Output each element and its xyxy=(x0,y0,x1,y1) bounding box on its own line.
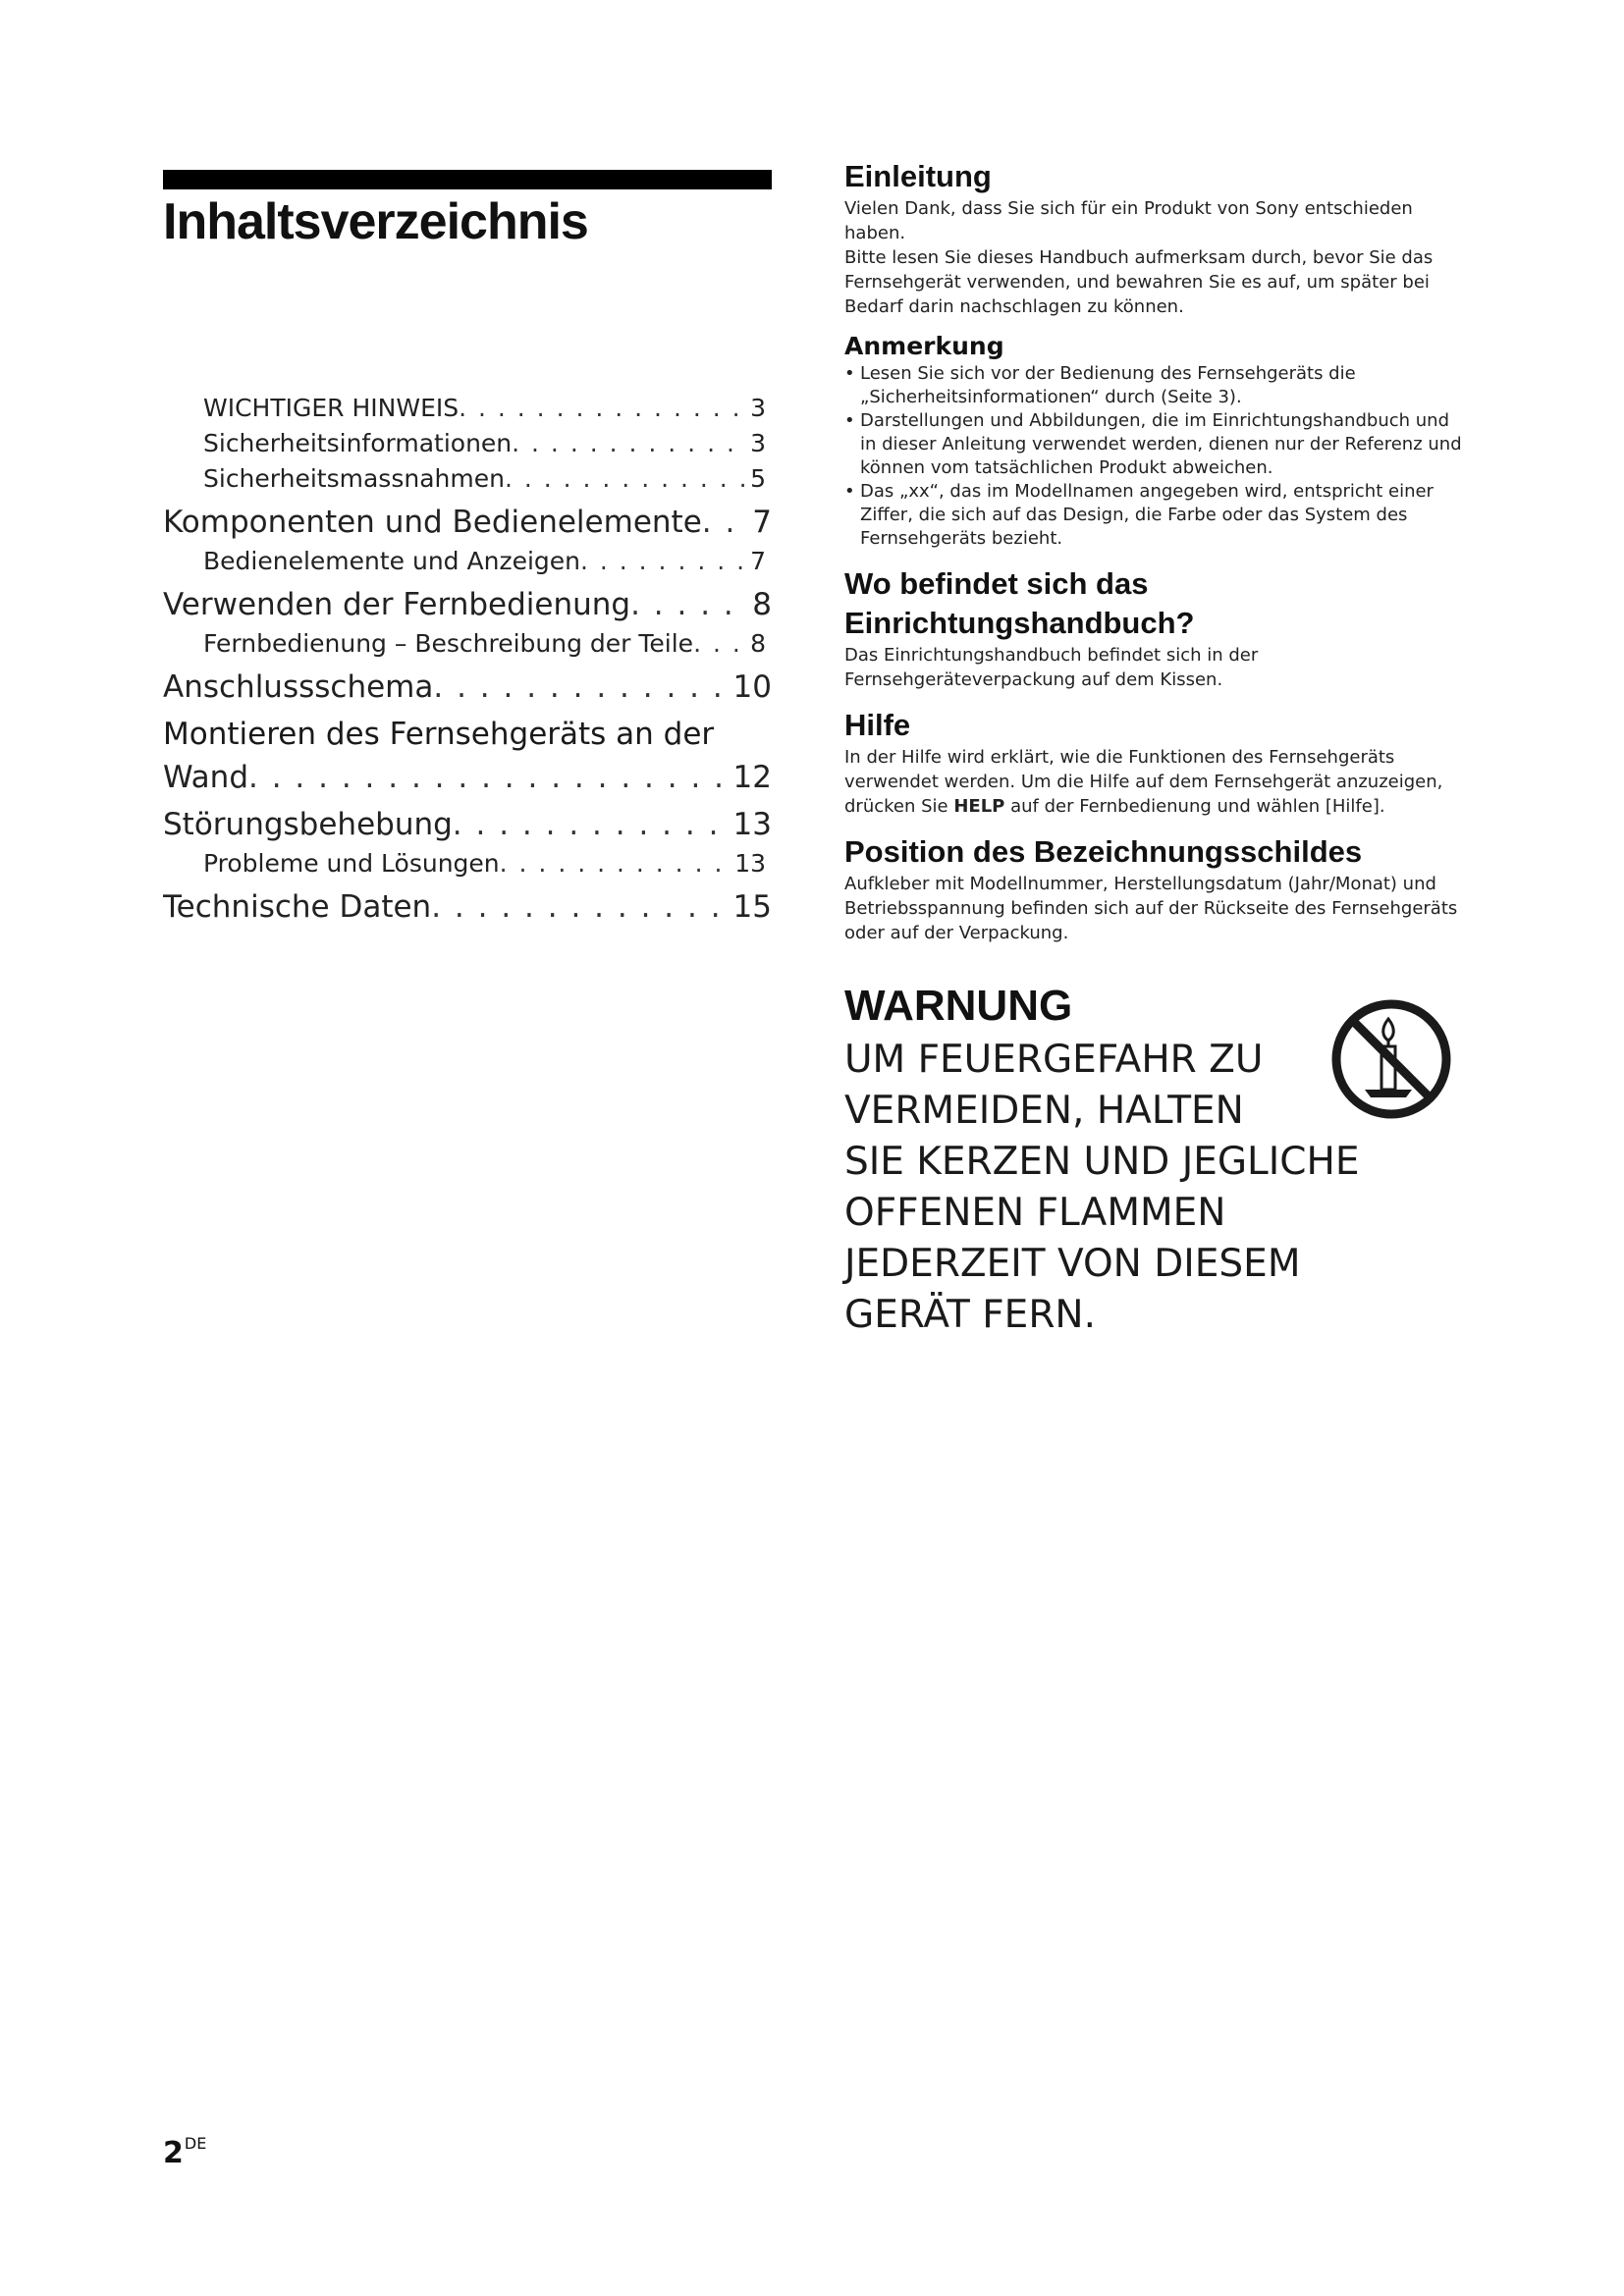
toc-entry-label: Anschlussschema xyxy=(163,669,434,705)
toc-entry-bedienelemente[interactable] xyxy=(163,544,772,579)
page-number xyxy=(163,2134,206,2170)
toc-entry-anschlussschema[interactable] xyxy=(163,666,772,709)
page-number-suffix: DE xyxy=(184,2134,207,2153)
toc-entry-page: 3 xyxy=(750,429,766,457)
toc-entry-wandmontage[interactable] xyxy=(163,713,772,799)
heading-setup-guide: Wo befindet sich das Einrichtungshandbuch? xyxy=(844,566,1195,640)
right-column xyxy=(844,157,1463,945)
toc-entry-wichtiger-hinweis[interactable] xyxy=(163,391,772,426)
toc-leader-dots xyxy=(693,626,746,662)
toc-entry-label: Sicherheitsmassnahmen xyxy=(203,464,505,493)
note-item: • Darstellungen und Abbildungen, die im Einrichtungshandbuch und in dieser Anleitung verwendet werden, dienen nur der Referenz und können vom tatsächlichen Produkt abweichen. xyxy=(844,409,1463,480)
toc-leader-dots xyxy=(702,501,748,544)
toc-leader-dots xyxy=(248,756,730,799)
warning-line: JEDERZEIT VON DIESEM xyxy=(844,1242,1301,1286)
toc-entry-stoerungsbehebung[interactable] xyxy=(163,803,772,846)
warning-line: GERÄT FERN. xyxy=(844,1293,1096,1337)
warning-line: UM FEUERGEFAHR ZU xyxy=(844,1038,1264,1082)
einleitung-text-2: Bitte lesen Sie dieses Handbuch aufmerksam durch, bevor Sie das Fernsehgerät verwenden, und bewahren Sie es auf, um später bei Bedarf darin nachschlagen zu können. xyxy=(844,247,1434,317)
warning-line: SIE KERZEN UND JEGLICHE xyxy=(844,1140,1360,1184)
toc-leader-dots xyxy=(512,426,746,461)
toc-title: Inhaltsverzeichnis xyxy=(163,193,588,250)
toc-entry-label: Probleme und Lösungen xyxy=(203,849,500,878)
toc-entry-fernbedienung[interactable] xyxy=(163,583,772,626)
section-setup-guide xyxy=(844,564,1463,692)
warning-line: VERMEIDEN, HALTEN xyxy=(844,1089,1244,1133)
note-item: • Lesen Sie sich vor der Bedienung des Fernsehgeräts die „Sicherheitsinformationen“ durch (Seite 3). xyxy=(844,362,1463,409)
toc-entry-page: 5 xyxy=(750,464,766,493)
table-of-contents xyxy=(163,391,772,929)
hilfe-text-start: In der Hilfe wird erklärt, wie die Funktionen des Fernsehgeräts verwendet werden. Um die Hilfe auf dem Fernsehgerät anzuzeigen, drücken Sie xyxy=(844,747,1443,817)
toc-entry-page: 12 xyxy=(732,760,772,795)
help-key-label: HELP xyxy=(953,796,1005,817)
toc-entry-label: Verwenden der Fernbedienung xyxy=(163,587,631,622)
toc-leader-dots xyxy=(453,803,730,846)
toc-entry-page: 7 xyxy=(750,547,766,575)
toc-entry-sicherheitsmassnahmen[interactable] xyxy=(163,461,772,497)
toc-entry-label: Bedienelemente und Anzeigen xyxy=(203,547,580,575)
toc-entry-label: Technische Daten xyxy=(163,889,432,925)
einleitung-text-1: Vielen Dank, dass Sie sich für ein Produkt von Sony entschieden haben. xyxy=(844,198,1413,243)
section-hilfe xyxy=(844,706,1463,819)
toc-entry-technische-daten[interactable] xyxy=(163,885,772,929)
setup-guide-text: Das Einrichtungshandbuch befindet sich in der Fernsehgeräteverpackung auf dem Kissen. xyxy=(844,645,1259,690)
hilfe-text xyxy=(844,745,1463,819)
heading-hilfe: Hilfe xyxy=(844,708,911,742)
heading-label-position: Position des Bezeichnungsschildes xyxy=(844,834,1363,869)
toc-entry-page: 10 xyxy=(732,669,772,705)
note-item: • Das „xx“, das im Modellnamen angegeben wird, entspricht einer Ziffer, die sich auf das Design, die Farbe oder das System des Fernsehgeräts bezieht. xyxy=(844,480,1463,551)
toc-entry-label: Fernbedienung – Beschreibung der Teile xyxy=(203,629,694,658)
toc-entry-sicherheitsinformationen[interactable] xyxy=(163,426,772,461)
toc-entry-label: Störungsbehebung xyxy=(163,807,453,842)
toc-entry-page: 13 xyxy=(734,849,766,878)
toc-entry-page: 8 xyxy=(750,629,766,658)
toc-leader-dots xyxy=(431,885,729,929)
toc-entry-probleme[interactable] xyxy=(163,846,772,881)
toc-entry-fernbedienung-teile[interactable] xyxy=(163,626,772,662)
toc-entry-label: Sicherheitsinformationen xyxy=(203,429,513,457)
heading-einleitung: Einleitung xyxy=(844,159,992,193)
section-einleitung xyxy=(844,157,1463,551)
heading-anmerkung: Anmerkung xyxy=(844,332,1004,360)
page-number-value: 2 xyxy=(163,2136,184,2170)
no-candle-icon xyxy=(1329,997,1453,1121)
warning-title: WARNUNG xyxy=(844,982,1073,1030)
toc-entry-komponenten[interactable] xyxy=(163,501,772,544)
toc-entry-page: 8 xyxy=(752,587,772,622)
toc-leader-dots xyxy=(580,544,746,579)
hilfe-text-end: auf der Fernbedienung und wählen [Hilfe]. xyxy=(1004,796,1385,817)
title-bar xyxy=(163,170,772,189)
toc-entry-page: 13 xyxy=(732,807,772,842)
toc-leader-dots xyxy=(459,391,746,426)
toc-leader-dots xyxy=(500,846,731,881)
toc-leader-dots xyxy=(630,583,748,626)
toc-entry-label: Montieren des Fernsehgeräts an der xyxy=(163,717,715,752)
label-position-text: Aufkleber mit Modellnummer, Herstellungsdatum (Jahr/Monat) und Betriebsspannung befinden sich auf der Rückseite des Fernsehgeräts oder auf der Verpackung. xyxy=(844,874,1458,943)
warning-line: OFFENEN FLAMMEN xyxy=(844,1191,1226,1235)
toc-entry-page: 15 xyxy=(732,889,772,925)
toc-entry-page: 7 xyxy=(752,505,772,540)
toc-entry-label: Komponenten und Bedienelemente xyxy=(163,505,702,540)
toc-entry-label: WICHTIGER HINWEIS xyxy=(203,394,460,422)
notes-list xyxy=(844,362,1463,551)
toc-entry-label-cont: Wand xyxy=(163,760,248,795)
toc-leader-dots xyxy=(433,666,729,709)
toc-entry-page: 3 xyxy=(750,394,766,422)
toc-leader-dots xyxy=(505,461,746,497)
section-label-position xyxy=(844,832,1463,945)
